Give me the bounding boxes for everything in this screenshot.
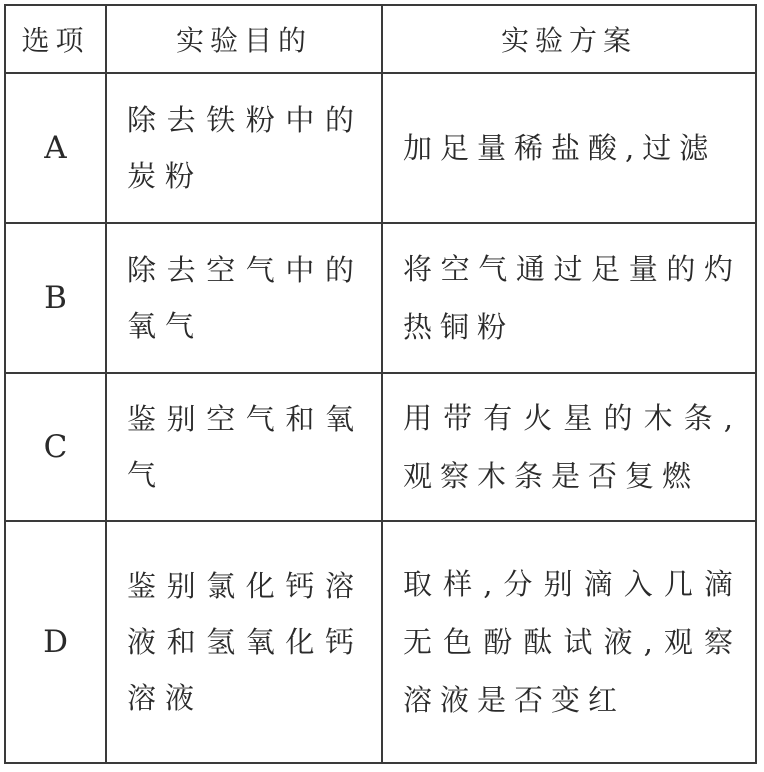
- option-cell-b: B: [5, 223, 106, 373]
- plan-text-c: 用带有火星的木条,观察木条是否复燃: [403, 401, 741, 493]
- purpose-cell-b: [106, 223, 382, 373]
- plan-cell-b: [382, 223, 756, 373]
- table-row-b: [5, 223, 756, 373]
- table-row-d: [5, 521, 756, 763]
- experiment-table: [4, 4, 757, 764]
- plan-text-a: 加足量稀盐酸,过滤: [403, 131, 717, 165]
- purpose-cell-c: [106, 373, 382, 521]
- purpose-text-b: 除去空气中的氧气: [127, 253, 363, 343]
- header-purpose: 实验目的: [106, 5, 382, 73]
- plan-text-d: 取样,分别滴入几滴无色酚酞试液,观察溶液是否变红: [403, 567, 741, 717]
- option-cell-c: C: [5, 373, 106, 521]
- purpose-cell-a: [106, 73, 382, 223]
- purpose-text-a: 除去铁粉中的炭粉: [127, 103, 363, 193]
- plan-text-b: 将空气通过足量的灼热铜粉: [403, 252, 741, 344]
- plan-cell-a: [382, 73, 756, 223]
- option-cell-d: D: [5, 521, 106, 763]
- plan-cell-c: [382, 373, 756, 521]
- table-row-c: [5, 373, 756, 521]
- header-plan: 实验方案: [382, 5, 756, 73]
- table-header-row: [5, 5, 756, 73]
- plan-cell-d: [382, 521, 756, 763]
- table-row-a: [5, 73, 756, 223]
- header-option: 选项: [5, 5, 106, 73]
- option-cell-a: A: [5, 73, 106, 223]
- purpose-text-d: 鉴别氯化钙溶液和氢氧化钙溶液: [127, 569, 363, 715]
- purpose-cell-d: [106, 521, 382, 763]
- purpose-text-c: 鉴别空气和氧气: [127, 402, 363, 492]
